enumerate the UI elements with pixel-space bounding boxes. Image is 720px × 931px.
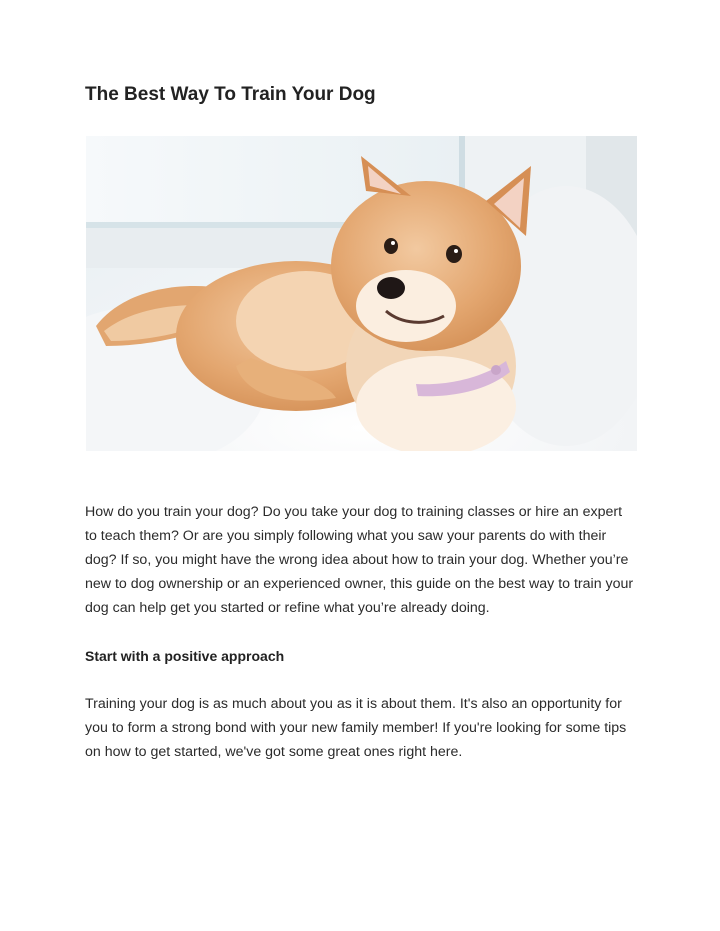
section-heading: Start with a positive approach (85, 648, 285, 664)
intro-paragraph: How do you train your dog? Do you take your dog to training classes or hire an expert to teach them? Or are you simply following what you saw your parents do with their dog? If so, you might have the wrong idea about how to train your dog. Whether you’re new to dog ownership or an experienced owner, this guide on the best way to train your dog can help get you started or refine what you’re already doing. (85, 504, 634, 616)
page-title: The Best Way To Train Your Dog (85, 84, 376, 105)
section-paragraph: Training your dog is as much about you as it is about them. It's also an opportunity for you to form a strong bond with your new family member! If you're looking for some tips on how to get started, we've got some great ones right here. (85, 696, 627, 760)
hero-image (86, 136, 637, 451)
shiba-inu-puppy-photo (86, 136, 637, 451)
